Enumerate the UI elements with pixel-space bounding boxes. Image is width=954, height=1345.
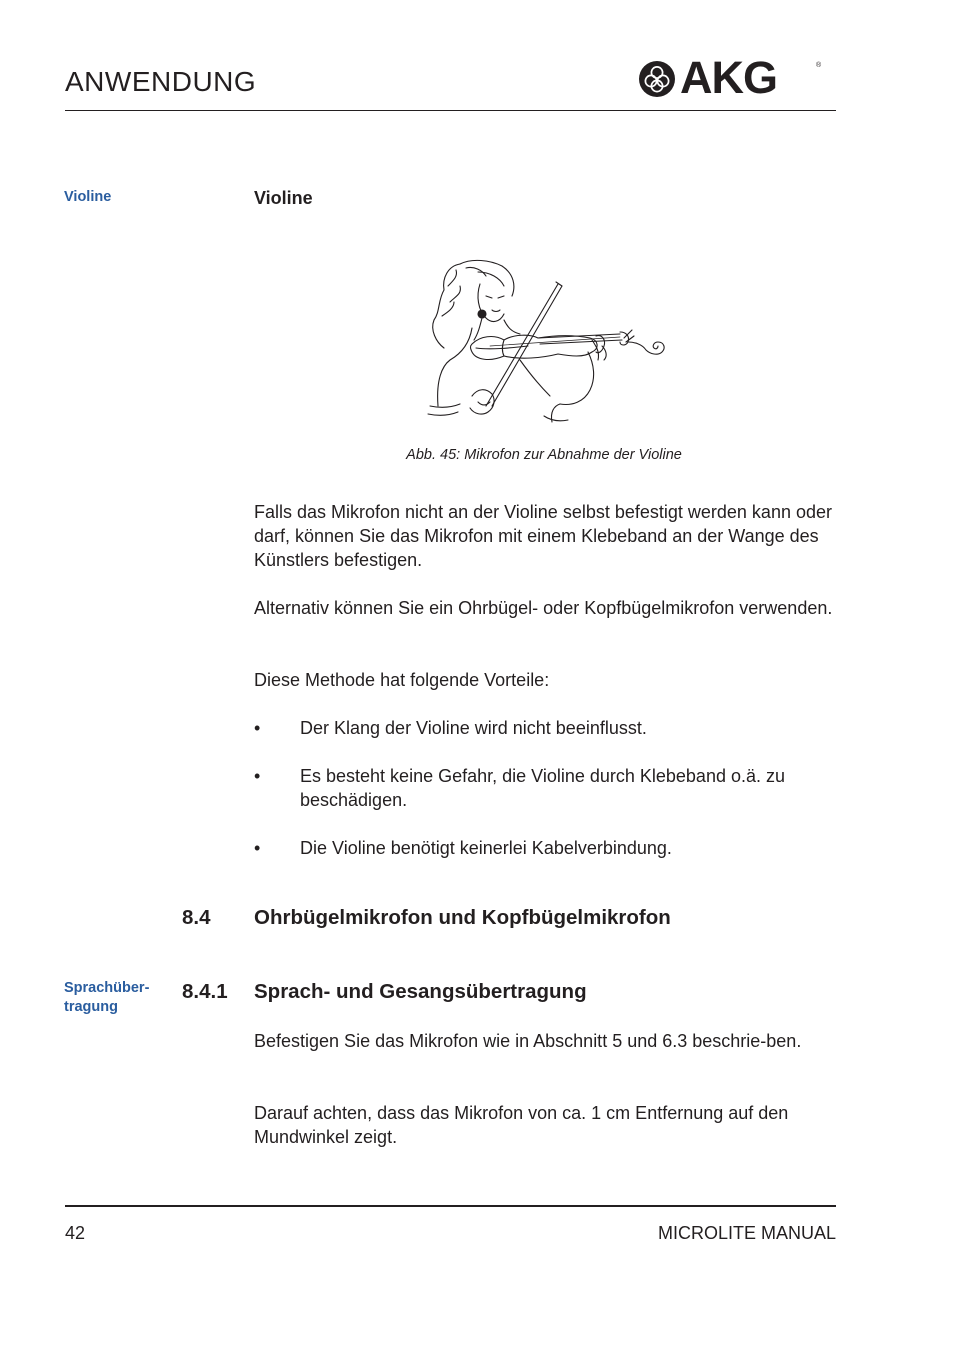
header-rule [65,110,836,111]
margin-note-line-1: Sprachüber- [64,980,150,996]
section-number-8-4: 8.4 [182,906,211,929]
page-number: 42 [65,1223,86,1243]
margin-note-line-2: tragung [64,999,118,1015]
manual-title: MICROLITE MANUAL [657,1223,836,1243]
registered-mark: ® [816,62,822,69]
akg-clover-icon [638,60,676,98]
bullet-marker: • [254,766,261,786]
bullet-item-1: Der Klang der Violine wird nicht beeinflusst. [300,718,647,738]
paragraph-violine-1: Falls das Mikrofon nicht an der Violine selbst befestigt werden kann oder darf, können Sie das Mikrofon mit einem Klebeband an der Wange des Künstlers befestigen. [254,502,832,570]
bullet-item-2: Es besteht keine Gefahr, die Violine durch Klebeband o.ä. zu beschädigen. [300,766,785,810]
paragraph-8-4-1-1: Befestigen Sie das Mikrofon wie in Abschnitt 5 und 6.3 beschrie-ben. [254,1031,802,1051]
subhead-violine: Violine [254,188,313,208]
margin-note-violine: Violine [64,189,112,205]
paragraph-violine-2: Alternativ können Sie ein Ohrbügel- oder Kopfbügelmikrofon verwenden. [254,598,833,618]
page-header-title: ANWENDUNG [65,66,257,97]
margin-note-sprachuebertragung [64,979,149,1017]
figure-caption: Abb. 45: Mikrofon zur Abnahme der Violine [406,447,682,463]
akg-logo-text: AKG [680,52,777,103]
paragraph-8-4-1-2: Darauf achten, dass das Mikrofon von ca. 1 cm Entfernung auf den Mundwinkel zeigt. [254,1103,789,1147]
bullet-item-3: Die Violine benötigt keinerlei Kabelverbindung. [300,838,672,858]
section-title-8-4-1: Sprach- und Gesangsübertragung [254,980,587,1003]
akg-logo [638,52,823,103]
paragraph-violine-3: Diese Methode hat folgende Vorteile: [254,670,550,690]
bullet-marker: • [254,838,261,858]
footer-rule [65,1205,836,1207]
bullet-marker: • [254,718,261,738]
section-title-8-4: Ohrbügelmikrofon und Kopfbügelmikrofon [254,906,671,929]
section-number-8-4-1: 8.4.1 [182,980,228,1003]
violinist-illustration [420,256,670,431]
